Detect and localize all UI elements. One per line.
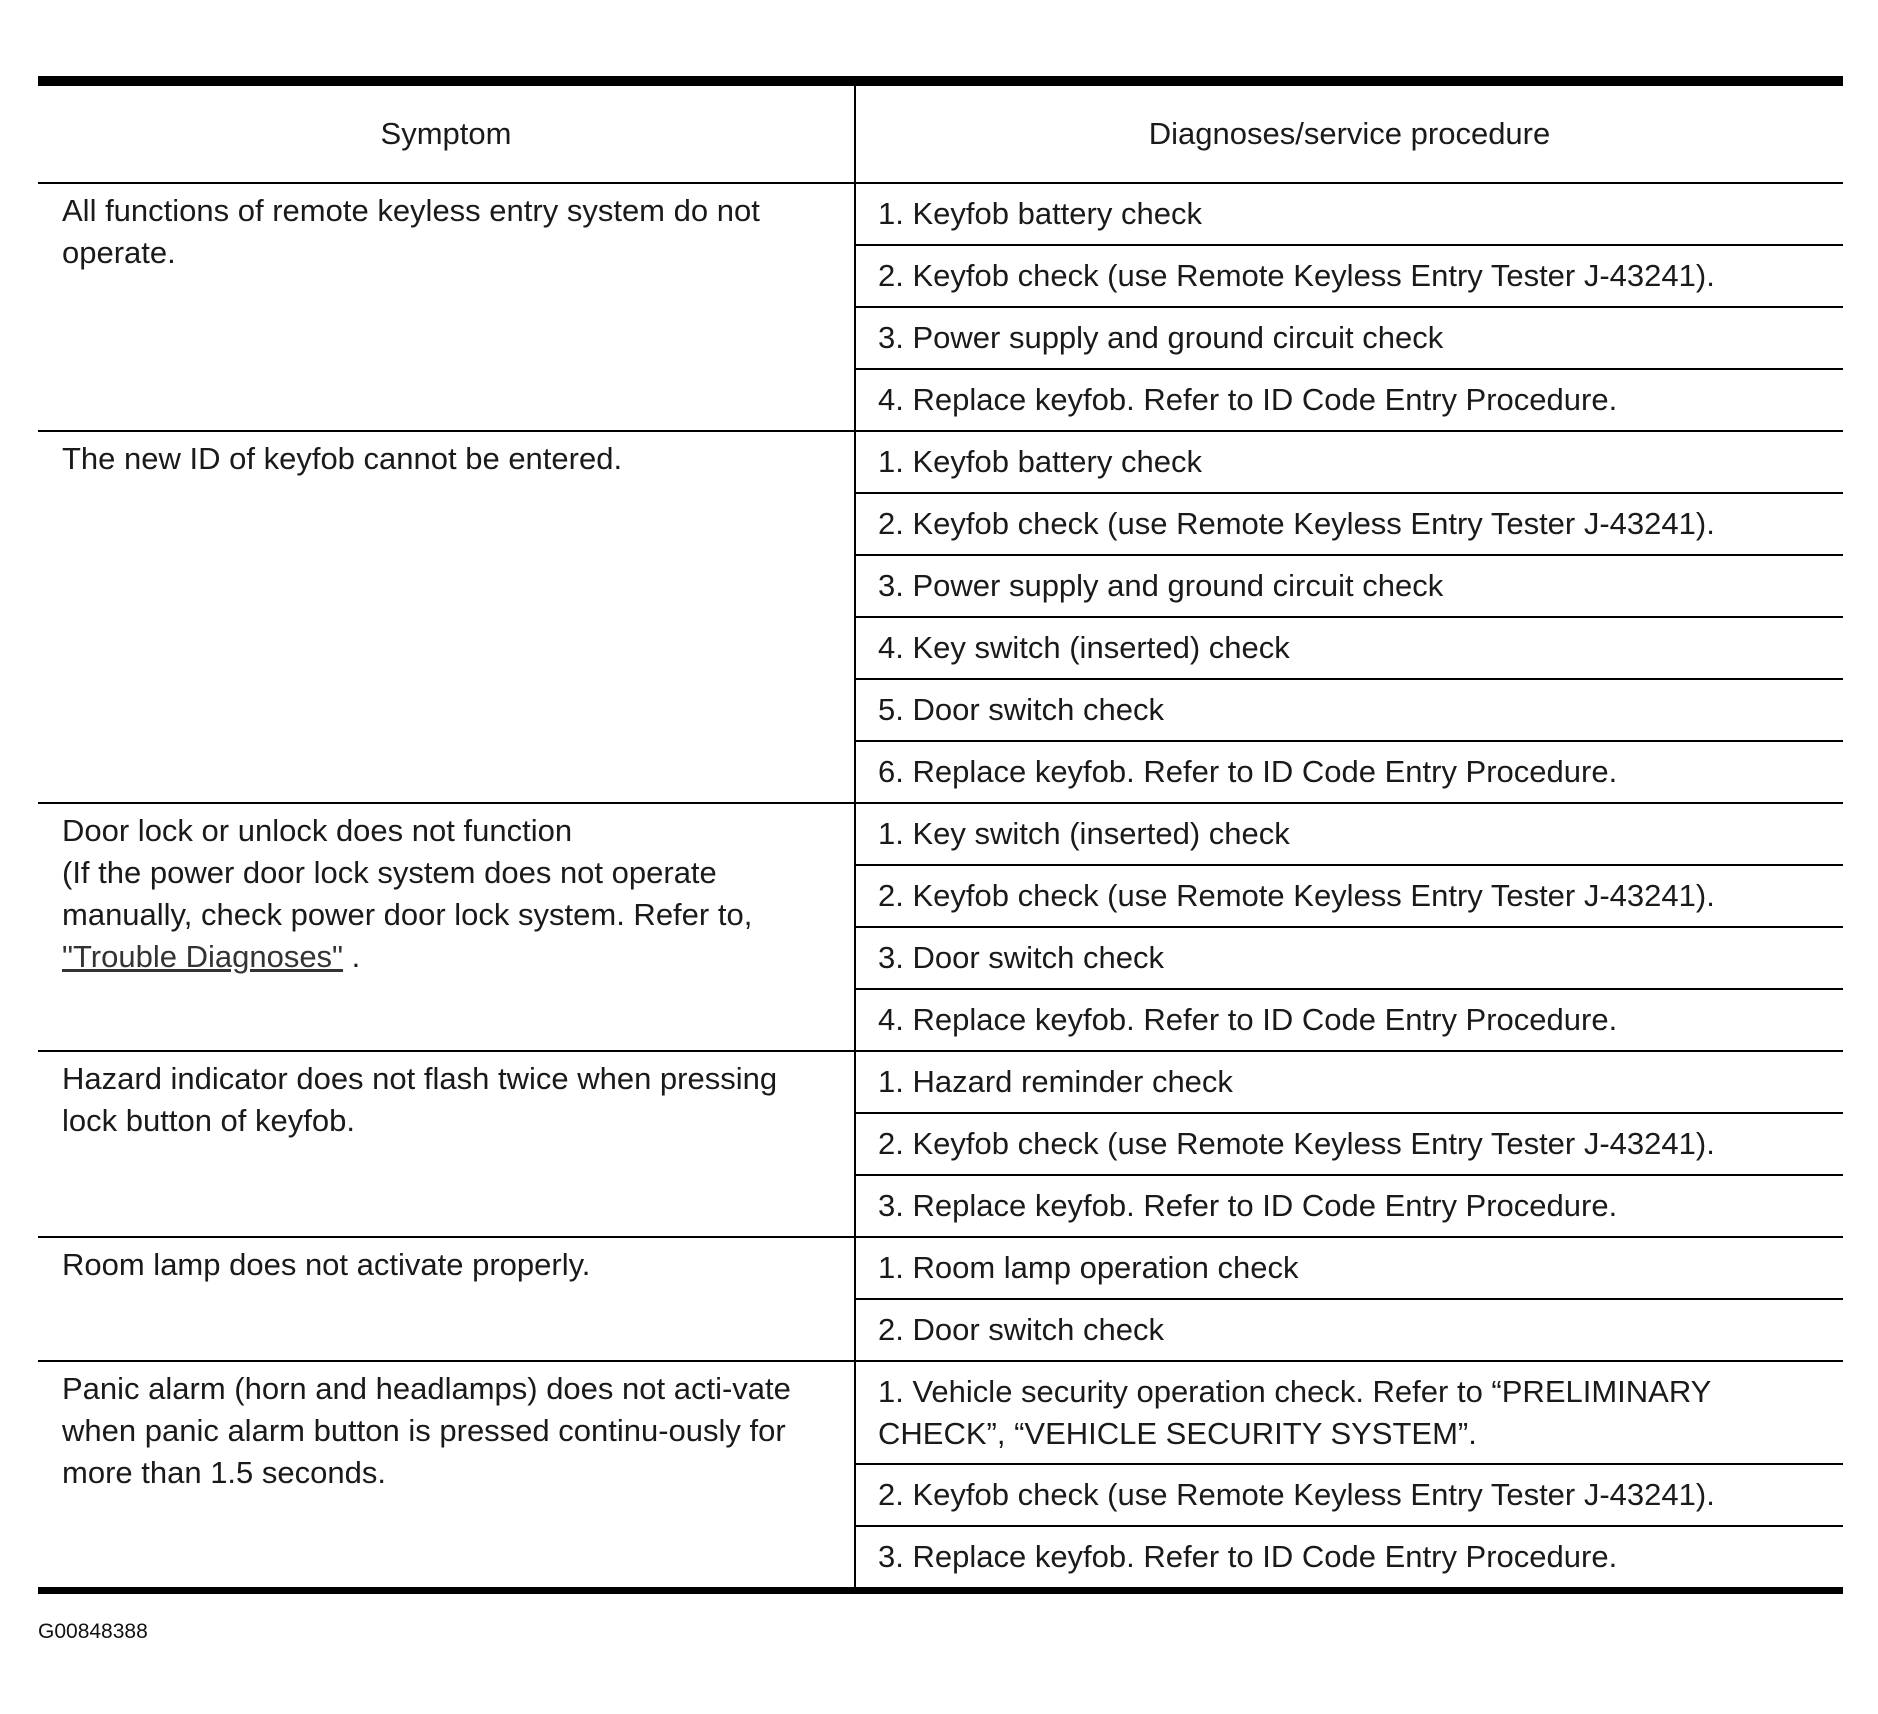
procedure-step: 2. Keyfob check (use Remote Keyless Entry Tester J-43241). bbox=[855, 865, 1843, 927]
symptom-cell: Hazard indicator does not flash twice when pressing lock button of keyfob. bbox=[38, 1051, 855, 1237]
procedure-step: 5. Door switch check bbox=[855, 679, 1843, 741]
table-row bbox=[38, 183, 1843, 245]
troubleshooting-table-container bbox=[38, 76, 1843, 1594]
table-row bbox=[38, 803, 1843, 865]
table-row bbox=[38, 1237, 1843, 1299]
table-row bbox=[38, 1051, 1843, 1113]
procedure-step: 3. Door switch check bbox=[855, 927, 1843, 989]
procedure-step: 1. Keyfob battery check bbox=[855, 431, 1843, 493]
procedure-step: 1. Hazard reminder check bbox=[855, 1051, 1843, 1113]
figure-code: G00848388 bbox=[38, 1620, 148, 1643]
symptom-note-text: (If the power door lock system does not operate manually, check power door lock system. Refer to, bbox=[62, 855, 753, 932]
symptom-line: Door lock or unlock does not function bbox=[62, 813, 573, 848]
symptom-diagnosis-table bbox=[38, 76, 1843, 1594]
procedure-step: 2. Keyfob check (use Remote Keyless Entry Tester J-43241). bbox=[855, 1464, 1843, 1526]
procedure-step: 1. Key switch (inserted) check bbox=[855, 803, 1843, 865]
procedure-step: 4. Replace keyfob. Refer to ID Code Entry Procedure. bbox=[855, 989, 1843, 1051]
procedure-step: 3. Replace keyfob. Refer to ID Code Entry Procedure. bbox=[855, 1175, 1843, 1237]
procedure-step: 3. Replace keyfob. Refer to ID Code Entry Procedure. bbox=[878, 1539, 1618, 1574]
procedure-step: 4. Replace keyfob. Refer to ID Code Entry Procedure. bbox=[855, 369, 1843, 431]
table-row bbox=[38, 431, 1843, 493]
table-row bbox=[38, 1361, 1843, 1464]
procedure-step: 2. Door switch check bbox=[855, 1299, 1843, 1361]
procedure-step: 1. Room lamp operation check bbox=[855, 1237, 1843, 1299]
procedure-step: 3. Power supply and ground circuit check bbox=[855, 307, 1843, 369]
symptom-cell: Panic alarm (horn and headlamps) does not acti-vate when panic alarm button is pressed continu-ously for more than 1.5 seconds. bbox=[38, 1361, 855, 1591]
symptom-note-end: . bbox=[343, 939, 361, 974]
symptom-cell: All functions of remote keyless entry system do not operate. bbox=[38, 183, 855, 431]
trouble-diagnoses-link[interactable]: "Trouble Diagnoses" bbox=[62, 939, 344, 974]
procedure-step: 4. Key switch (inserted) check bbox=[855, 617, 1843, 679]
procedure-step: 3. Power supply and ground circuit check bbox=[855, 555, 1843, 617]
procedure-step: 6. Replace keyfob. Refer to ID Code Entry Procedure. bbox=[855, 741, 1843, 803]
procedure-step: 2. Keyfob check (use Remote Keyless Entry Tester J-43241). bbox=[855, 245, 1843, 307]
symptom-cell: Room lamp does not activate properly. bbox=[38, 1237, 855, 1361]
procedure-step: 1. Vehicle security operation check. Refer to “PRELIMINARY CHECK”, “VEHICLE SECURITY SYSTEM”. bbox=[855, 1361, 1843, 1464]
diagnoses-column-header: Diagnoses/service procedure bbox=[855, 81, 1843, 183]
symptom-cell bbox=[38, 803, 855, 1051]
header-row bbox=[38, 81, 1843, 183]
symptom-column-header: Symptom bbox=[38, 81, 855, 183]
procedure-step: 1. Keyfob battery check bbox=[855, 183, 1843, 245]
procedure-step: 2. Keyfob check (use Remote Keyless Entry Tester J-43241). bbox=[855, 493, 1843, 555]
symptom-cell: The new ID of keyfob cannot be entered. bbox=[38, 431, 855, 803]
procedure-step: 2. Keyfob check (use Remote Keyless Entry Tester J-43241). bbox=[855, 1113, 1843, 1175]
symptom-note bbox=[62, 852, 838, 978]
